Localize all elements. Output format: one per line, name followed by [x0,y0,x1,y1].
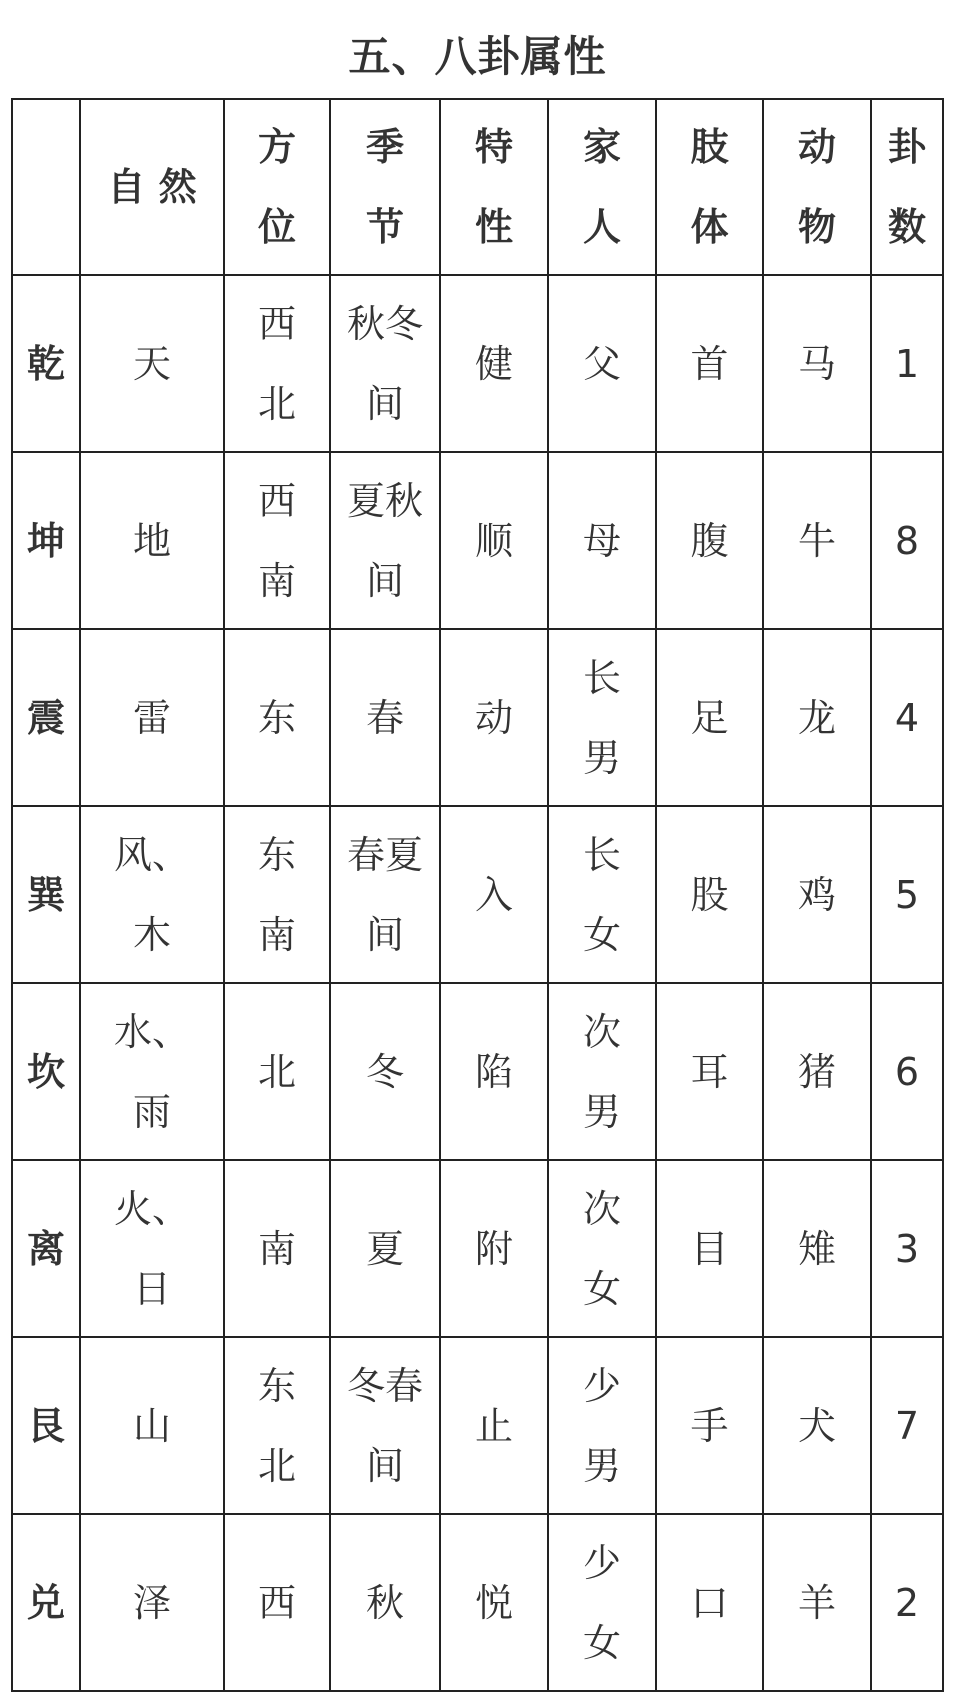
header-cell-number: 卦 数 [871,99,943,275]
table-cell: 西 [224,1514,330,1691]
page-title: 五、八卦属性 [348,32,607,81]
table-row [12,1337,943,1514]
header-cell-family: 家 人 [548,99,656,275]
row-header-gua: 震 [12,629,80,806]
table-cell: 动 [440,629,548,806]
table-cell: 股 [656,806,763,983]
table-cell: 目 [656,1160,763,1337]
table-cell: 顺 [440,452,548,629]
table-cell: 鸡 [763,806,871,983]
table-cell: 耳 [656,983,763,1160]
row-header-gua: 艮 [12,1337,80,1514]
table-cell: 天 [80,275,224,452]
table-cell: 雷 [80,629,224,806]
header-cell-animal: 动 物 [763,99,871,275]
table-cell: 犬 [763,1337,871,1514]
table-cell: 雉 [763,1160,871,1337]
table-cell: 牛 [763,452,871,629]
table-cell: 马 [763,275,871,452]
table-cell: 火、 日 [80,1160,224,1337]
table-cell: 猪 [763,983,871,1160]
table-cell: 足 [656,629,763,806]
row-header-gua: 乾 [12,275,80,452]
table-cell: 入 [440,806,548,983]
table-cell: 首 [656,275,763,452]
table-cell: 山 [80,1337,224,1514]
table-cell: 悦 [440,1514,548,1691]
table-cell: 少 男 [548,1337,656,1514]
table-cell: 7 [871,1337,943,1514]
row-header-gua: 兑 [12,1514,80,1691]
table-cell: 龙 [763,629,871,806]
table-cell: 冬春 间 [330,1337,440,1514]
table-cell: 冬 [330,983,440,1160]
table-cell: 秋 [330,1514,440,1691]
table-cell: 次 女 [548,1160,656,1337]
header-cell-direction: 方 位 [224,99,330,275]
header-cell-trait: 特 性 [440,99,548,275]
table-row [12,1160,943,1337]
table-cell: 春夏 间 [330,806,440,983]
table-cell: 泽 [80,1514,224,1691]
table-cell: 夏秋 间 [330,452,440,629]
header-row [12,99,943,275]
table-cell: 6 [871,983,943,1160]
table-cell: 少 女 [548,1514,656,1691]
table-cell: 健 [440,275,548,452]
table-cell: 2 [871,1514,943,1691]
table-cell: 北 [224,983,330,1160]
row-header-gua: 离 [12,1160,80,1337]
table-cell: 东 [224,629,330,806]
table-cell: 口 [656,1514,763,1691]
table-cell: 西 北 [224,275,330,452]
table-cell: 秋冬 间 [330,275,440,452]
table-cell: 3 [871,1160,943,1337]
row-header-gua: 坤 [12,452,80,629]
table-cell: 陷 [440,983,548,1160]
table-cell: 父 [548,275,656,452]
table-cell: 东 北 [224,1337,330,1514]
table-cell: 8 [871,452,943,629]
table-cell: 1 [871,275,943,452]
table-cell: 风、 木 [80,806,224,983]
table-cell: 止 [440,1337,548,1514]
table-cell: 地 [80,452,224,629]
table-cell: 夏 [330,1160,440,1337]
row-header-gua: 巽 [12,806,80,983]
table-cell: 5 [871,806,943,983]
table-cell: 母 [548,452,656,629]
header-cell-body: 肢 体 [656,99,763,275]
table-cell: 西 南 [224,452,330,629]
table-cell: 腹 [656,452,763,629]
table-cell: 次 男 [548,983,656,1160]
table-cell: 东 南 [224,806,330,983]
table-row [12,629,943,806]
table-cell: 4 [871,629,943,806]
table-cell: 春 [330,629,440,806]
table-row [12,983,943,1160]
header-cell-corner [12,99,80,275]
table-cell: 南 [224,1160,330,1337]
table-row [12,1514,943,1691]
table-cell: 长 女 [548,806,656,983]
table-row [12,452,943,629]
table-cell: 长 男 [548,629,656,806]
table-row [12,806,943,983]
table-cell: 附 [440,1160,548,1337]
header-cell-season: 季 节 [330,99,440,275]
table-cell: 水、 雨 [80,983,224,1160]
bagua-attributes-table [11,98,944,1692]
table-cell: 手 [656,1337,763,1514]
table-cell: 羊 [763,1514,871,1691]
table-row [12,275,943,452]
row-header-gua: 坎 [12,983,80,1160]
header-cell-nature: 自 然 [80,99,224,275]
